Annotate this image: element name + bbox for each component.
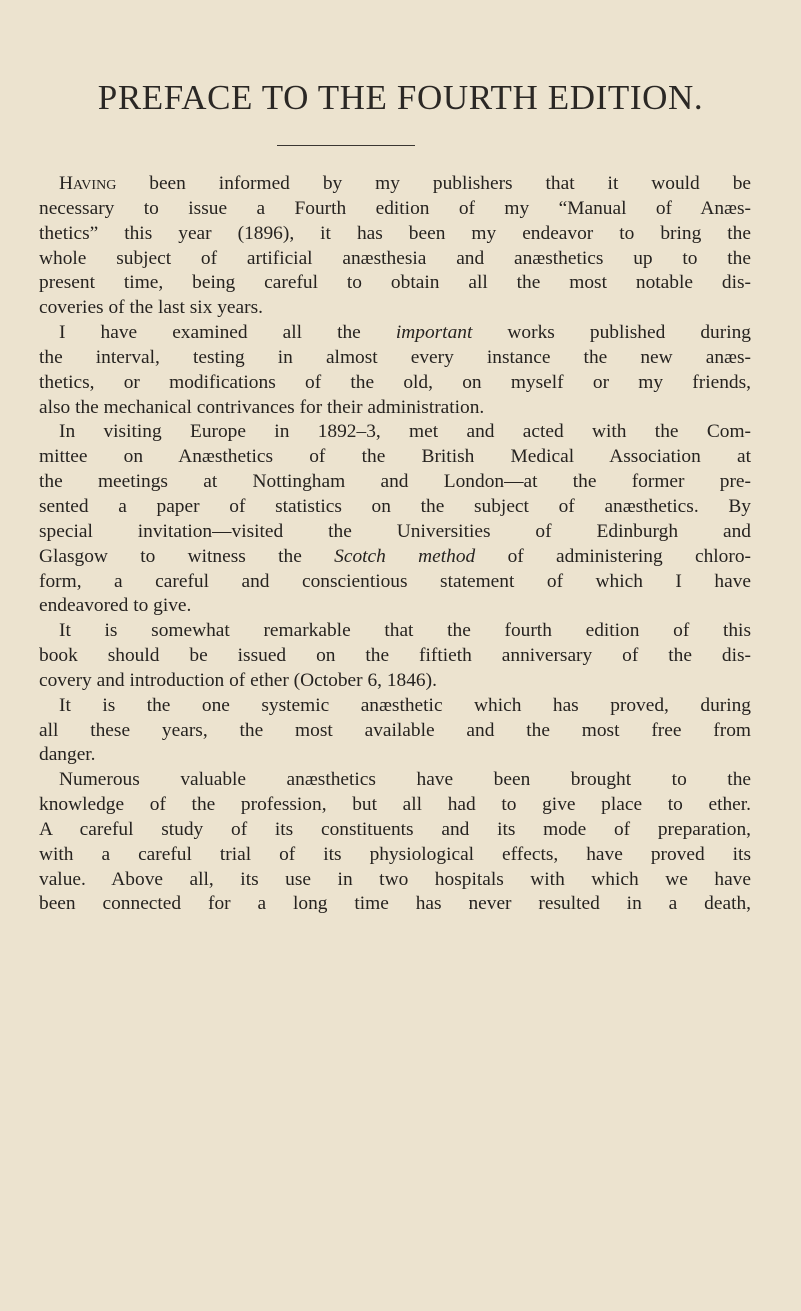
- text-line: form, a careful and conscientious statement of which I have: [39, 570, 751, 592]
- text-line: thetics, or modifications of the old, on myself or my friends,: [39, 371, 751, 393]
- text-line: danger.: [39, 744, 96, 766]
- text-line: It is somewhat remarkable that the fourth edition of this: [59, 620, 751, 642]
- text-line: Having been informed by my publishers that it would be: [59, 173, 751, 194]
- text-line: It is the one systemic anæsthetic which has proved, during: [59, 694, 751, 716]
- page-title: PREFACE TO THE FOURTH EDITION.: [97, 78, 704, 117]
- text-line: whole subject of artificial anæsthesia and anæsthetics up to the: [39, 247, 751, 269]
- preface-body: [39, 172, 751, 917]
- text-line: Numerous valuable anæsthetics have been brought to the: [59, 769, 751, 791]
- text-line: special invitation—visited the Universities of Edinburgh and: [39, 520, 751, 542]
- text-line: I have examined all the important works published during: [59, 322, 751, 344]
- text-line: endeavored to give.: [39, 595, 192, 617]
- emphasis: important: [395, 322, 473, 344]
- text-line: also the mechanical contrivances for their administration.: [39, 396, 485, 418]
- text-line: all these years, the most available and the most free from: [39, 719, 751, 741]
- text-line: coveries of the last six years.: [39, 297, 263, 319]
- text-line: present time, being careful to obtain all the most notable dis-: [39, 272, 751, 294]
- text-line: been connected for a long time has never resulted in a death,: [39, 893, 751, 915]
- text-line: the interval, testing in almost every instance the new anæs-: [39, 346, 751, 368]
- text-line: necessary to issue a Fourth edition of my “Manual of Anæs-: [39, 197, 751, 219]
- text-line: book should be issued on the fiftieth anniversary of the dis-: [39, 645, 751, 667]
- text-line: sented a paper of statistics on the subject of anæsthetics. By: [39, 495, 751, 517]
- text-line: the meetings at Nottingham and London—at the former pre-: [39, 471, 751, 493]
- text-line: with a careful trial of its physiological effects, have proved its: [39, 843, 751, 865]
- text-line: Glasgow to witness the Scotch method of administering chloro-: [39, 545, 751, 567]
- title-rule: [277, 145, 415, 146]
- text-line: mittee on Anæsthetics of the British Medical Association at: [39, 446, 751, 468]
- text-line: value. Above all, its use in two hospitals with which we have: [39, 868, 751, 890]
- text-line: thetics” this year (1896), it has been my endeavor to bring the: [39, 222, 751, 244]
- drop-word: Having: [59, 173, 117, 194]
- text-line: A careful study of its constituents and its mode of preparation,: [39, 818, 751, 840]
- text-line: knowledge of the profession, but all had to give place to ether.: [39, 794, 751, 816]
- text-line: covery and introduction of ether (October 6, 1846).: [39, 669, 437, 691]
- text-line: In visiting Europe in 1892–3, met and acted with the Com-: [59, 421, 751, 443]
- emphasis: Scotch method: [334, 545, 476, 567]
